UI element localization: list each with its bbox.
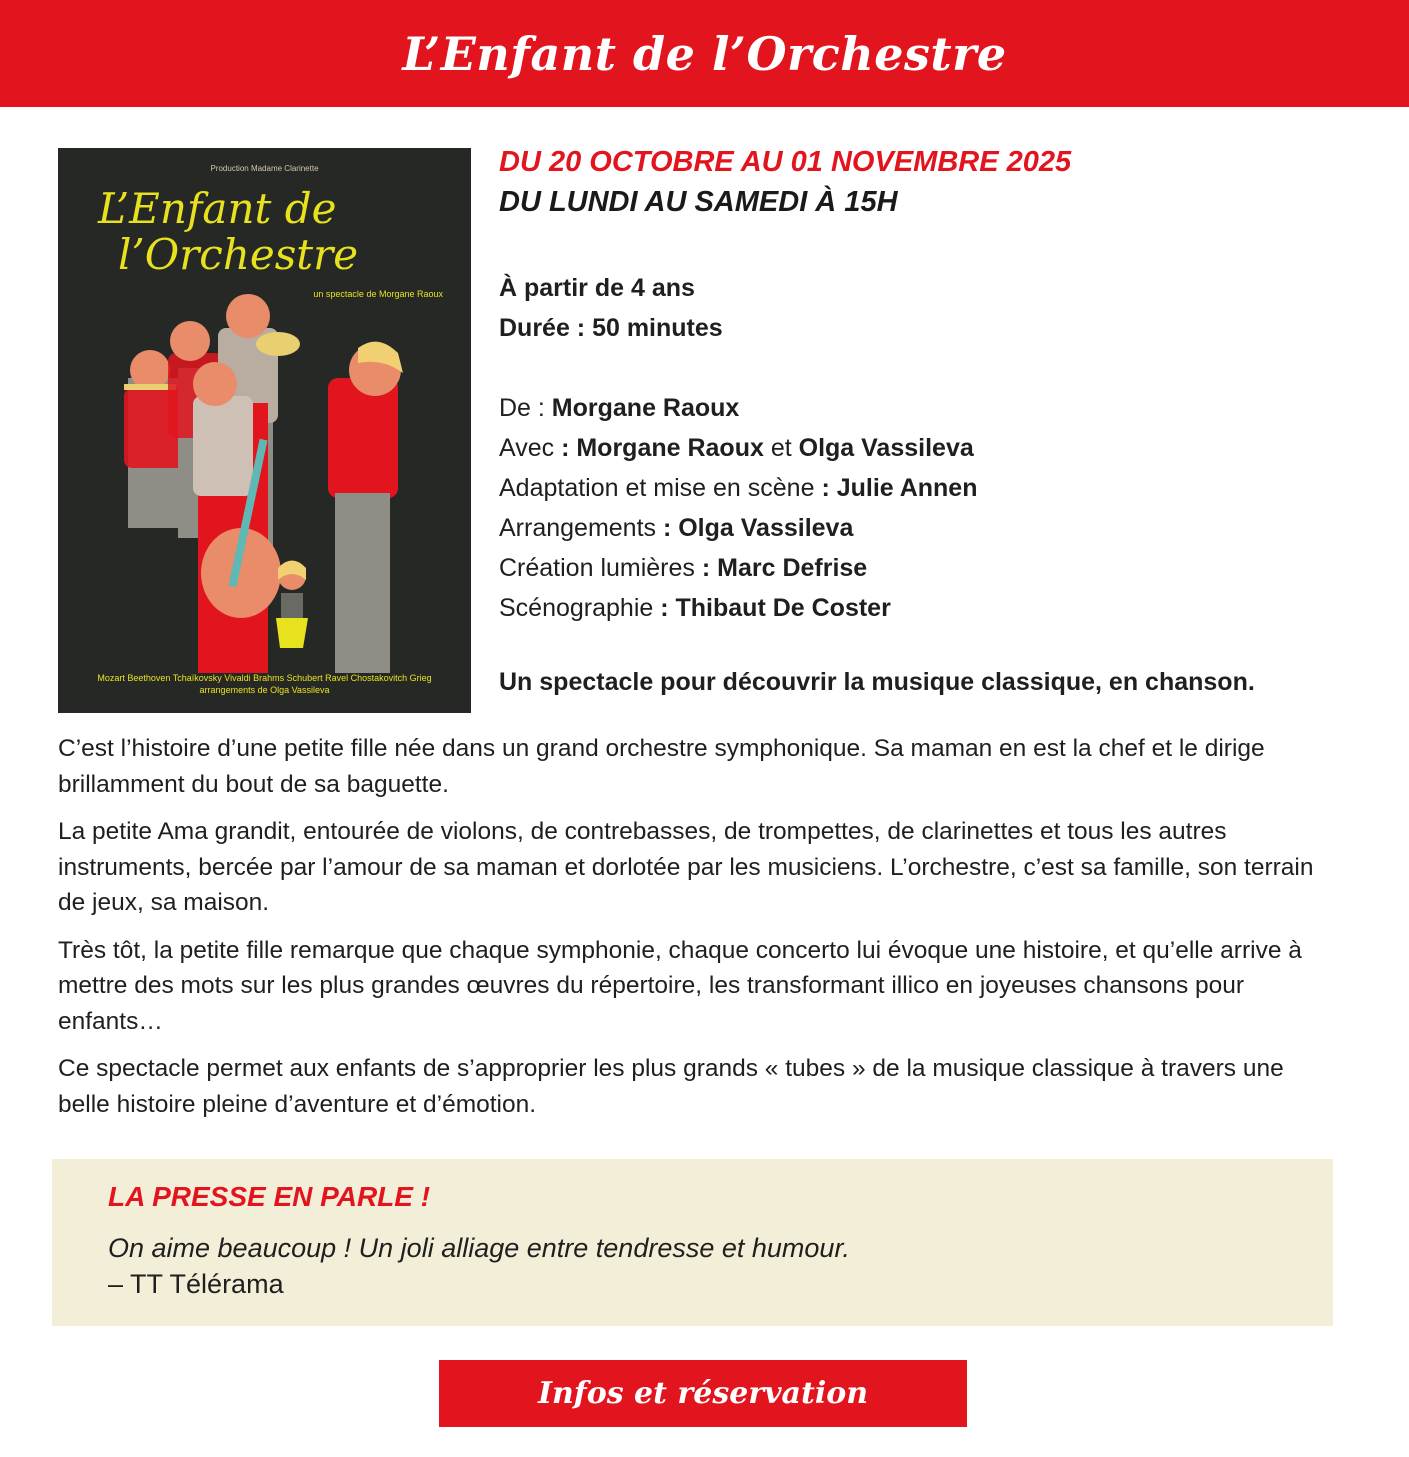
credit-label: Création lumières xyxy=(499,554,702,582)
page-title: L’Enfant de l’Orchestre xyxy=(402,26,1007,81)
infos-reservation-button[interactable]: Infos et réservation xyxy=(439,1360,967,1427)
credit-label: Arrangements xyxy=(499,514,663,542)
figure-head-2 xyxy=(170,321,210,361)
credit-line xyxy=(499,548,977,588)
figure-head-3 xyxy=(226,294,270,338)
description-paragraph: Très tôt, la petite fille remarque que chaque symphonie, chaque concerto lui évoque une histoire, et qu’elle arrive à mettre des mots sur les plus grandes œuvres du répertoire, les transformant illico en joyeuses chansons pour enfants… xyxy=(58,936,1302,1035)
show-info xyxy=(499,268,977,628)
credit-line xyxy=(499,428,977,468)
poster-title xyxy=(98,186,438,278)
credit-line xyxy=(499,468,977,508)
credit-label: Avec xyxy=(499,434,562,462)
credit-line xyxy=(499,588,977,628)
press-title: LA PRESSE EN PARLE ! xyxy=(108,1181,431,1212)
credit-name: : Morgane Raoux xyxy=(561,434,764,462)
schedule: DU LUNDI AU SAMEDI À 15H xyxy=(499,186,898,218)
credit-line xyxy=(499,508,977,548)
credit-name: : Thibaut De Coster xyxy=(660,594,891,622)
description xyxy=(58,731,1328,1134)
age-info: À partir de 4 ans xyxy=(499,274,695,302)
credit-name: : Olga Vassileva xyxy=(662,514,854,542)
credit-name: Morgane Raoux xyxy=(551,394,740,422)
press-box xyxy=(52,1159,1333,1326)
press-quote: On aime beaucoup ! Un joli alliage entre tendresse et humour. xyxy=(108,1233,850,1263)
page-header xyxy=(0,0,1409,107)
credit-connector: et xyxy=(763,434,799,462)
credit-label: De : xyxy=(499,394,552,422)
description-paragraph: La petite Ama grandit, entourée de violons, de contrebasses, de trompettes, de clarinettes et tous les autres instruments, bercée par l’amour de sa maman et dorlotée par les musiciens. L’orchestre, c’est sa famille, son terrain de jeux, sa maison. xyxy=(58,818,1314,916)
description-paragraph: C’est l’histoire d’une petite fille née dans un grand orchestre symphonique. Sa maman en est la chef et le dirige brillamment du bout de sa baguette. xyxy=(58,735,1265,798)
credit-name: : Julie Annen xyxy=(821,474,978,502)
conductor-body xyxy=(328,378,398,498)
press-source: – TT Télérama xyxy=(108,1269,284,1299)
poster-title-line2: l’Orchestre xyxy=(118,230,359,279)
credit-line xyxy=(499,388,977,428)
figure-head-4 xyxy=(193,362,237,406)
show-poster xyxy=(58,148,471,713)
credit-name: Olga Vassileva xyxy=(798,434,974,462)
conductor-legs xyxy=(335,493,390,673)
violin xyxy=(256,332,300,356)
tagline: Un spectacle pour découvrir la musique classique, en chanson. xyxy=(499,668,1255,696)
poster-title-line1: L’Enfant de xyxy=(98,184,337,233)
poster-production: Production Madame Clarinette xyxy=(210,164,319,173)
description-paragraph: Ce spectacle permet aux enfants de s’approprier les plus grands « tubes » de la musique classique à travers une belle histoire pleine d’aventure et d’émotion. xyxy=(58,1055,1284,1118)
poster-composer-list: Mozart Beethoven Tchaïkovsky Vivaldi Brahms Schubert Ravel Chostakovitch Grieg xyxy=(97,673,432,683)
figure-body-4 xyxy=(193,396,253,496)
date-range: DU 20 OCTOBRE AU 01 NOVEMBRE 2025 xyxy=(499,146,1072,178)
duration-info: Durée : 50 minutes xyxy=(499,314,723,342)
credit-label: Adaptation et mise en scène xyxy=(499,474,822,502)
child-dress xyxy=(276,618,308,648)
info-spacer xyxy=(499,348,977,388)
poster-composers xyxy=(58,672,471,696)
poster-arrangements: arrangements de Olga Vassileva xyxy=(199,685,330,695)
credits-list xyxy=(499,388,977,628)
credit-name: : Marc Defrise xyxy=(701,554,868,582)
credit-label: Scénographie xyxy=(499,594,661,622)
poster-subtitle: un spectacle de Morgane Raoux xyxy=(313,289,443,299)
